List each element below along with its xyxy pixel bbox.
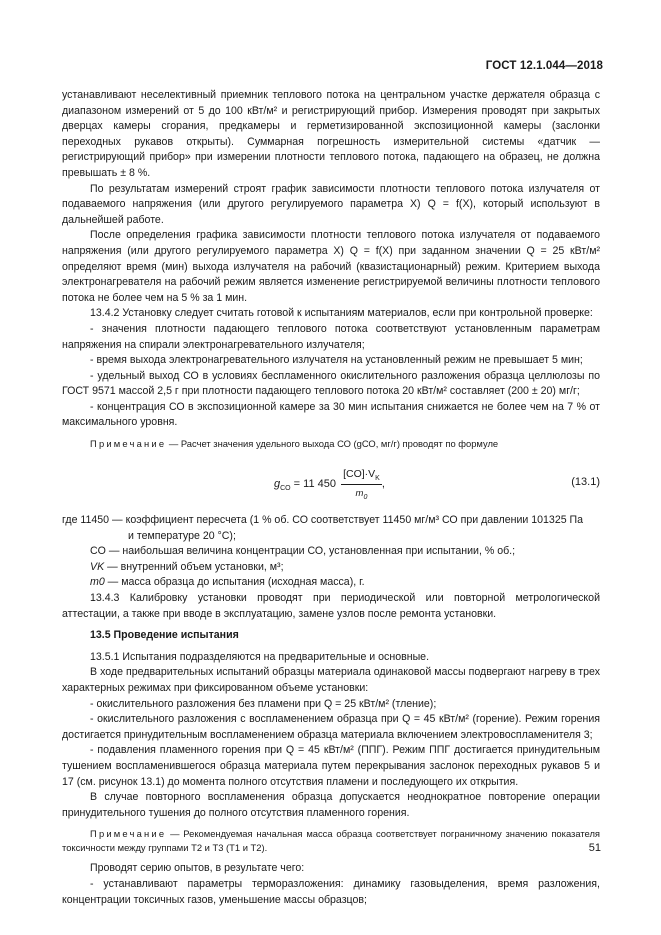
formula-expression: $g_{CO} = 11$ 450 $\frac{[CO]\cdot V_K}{m_0}$ , xyxy=(274,468,385,501)
formula-numerator: $[CO]\cdot V_K$ xyxy=(341,467,382,485)
note xyxy=(62,437,600,451)
note-label: Примечание xyxy=(90,438,167,450)
formula-lhs: g xyxy=(274,478,281,491)
document-header: ГОСТ 12.1.044—2018 xyxy=(485,60,603,72)
formula-lhs-sub: CO xyxy=(280,485,291,493)
legend-item: где 11450 — коэффициент пересчета (1 % об. СО соответствует 11450 мг/м³ СО при давлении 101325 Па xyxy=(62,514,584,527)
section-title: 13.5 Проведение испытания xyxy=(90,629,239,642)
paragraph: В ходе предварительных испытаний образцы материала одинаковой массы подвергают нагреву в трех характерных режимах при фиксированном объеме установки: xyxy=(62,666,600,694)
legend-item-cont: и температуре 20 °С); xyxy=(128,529,236,542)
paragraph: Проводят серию опытов, в результате чего: xyxy=(90,862,305,875)
list-item: - время выхода электронагревательного излучателя на установленный режим не превышает 5 мин; xyxy=(90,354,583,367)
formula-eq: = 11 450 xyxy=(290,478,336,491)
note-label: Примечание xyxy=(90,828,167,840)
formula-legend xyxy=(62,513,600,591)
legend-item: m0 — масса образца до испытания (исходная масса), г. xyxy=(90,576,365,589)
paragraph: После определения графика зависимости плотности теплового потока излучателя от подаваемого напряжения (или другого регулируемого параметра X) Q = f(X) при заданном значении Q = 25 кВт/м² определяют время (мин) выхода излучателя на рабочий (квазистационарный) режим. Критерием выхода электронагревателя на рабочий режим является изменение регистрируемой величины плотности теплового потока не более чем на 5 % за 1 мин. xyxy=(62,229,600,304)
note xyxy=(62,827,600,855)
list-item: - устанавливают параметры терморазложения: динамику газовыделения, время разложения, концентрации токсичных газов, уменьшение массы образцов; xyxy=(62,877,600,906)
formula-denominator: $m_0$ xyxy=(355,487,368,501)
paragraph: По результатам измерений строят график зависимости плотности теплового потока излучателя от подаваемого напряжения (или другого регулируемого параметра X) Q = f(X), который используют в дальнейшей работе. xyxy=(62,182,600,226)
list-item: - значения плотности падающего теплового потока соответствуют установленным параметрам напряжения на спирали электронагревательного излучателя; xyxy=(62,322,600,351)
note-text: — Рекомендуемая начальная масса образца соответствует пограничному значению показателя токсичности между группами Т2 и Т3 (Т1 и Т2). xyxy=(62,828,600,854)
note-text: — Расчет значения удельного выхода СО (gСО, мг/г) проводят по формуле xyxy=(166,438,499,450)
formula-13-1 xyxy=(62,459,600,509)
paragraph: В случае повторного воспламенения образца допускается неоднократное повторение операции принудительного тушения до полного отсутствия пламенного горения. xyxy=(62,791,600,819)
list-item: - окислительного разложения без пламени при Q = 25 кВт/м² (тление); xyxy=(90,697,437,710)
paragraph: 13.4.2 Установку следует считать готовой к испытаниям материалов, если при контрольной проверке: xyxy=(90,307,593,320)
paragraph: устанавливают неселективный приемник теплового потока на центральном участке держателя образца с диапазоном измерений от 5 до 100 кВт/м² и регистрирующий прибор. Измерения проводят при закрытых дверцах камеры сгорания, предкамеры и герметизированной экспозиционной камеры (заслонки переходных рукавов открыты). Суммарная погрешность измерительной системы «датчик — регистрирующий прибор» при измерении плотности теплового потока, падающего на образец, не должна превышать ± 8 %. xyxy=(62,89,600,179)
paragraph: 13.4.3 Калибровку установки проводят при периодической или повторной метрологической аттестации, а также при вводе в эксплуатацию, замене узлов после ремонта установки. xyxy=(62,592,600,620)
legend-item: VK — внутренний объем установки, м³; xyxy=(90,560,284,573)
formula-fraction xyxy=(341,467,382,501)
page-number: 51 xyxy=(588,842,601,854)
list-item: - концентрация СО в экспозиционной камере за 30 мин испытания снижается не более чем на 7 % от максимального уровня. xyxy=(62,400,600,429)
document-body xyxy=(62,88,600,908)
list-item: - подавления пламенного горения при Q = 45 кВт/м² (ППГ). Режим ППГ достигается принудительным тушением воспламенившегося образца материала путем перекрывания заслонок переходных рукавов 5 и 17 (см. рисунок 13.1) до момента полного отсутствия пламени и последующего их открытия. xyxy=(62,744,600,788)
formula-number: (13.1) xyxy=(571,476,600,489)
legend-item: CO — наибольшая величина концентрации СО, установленная при испытании, % об.; xyxy=(90,545,516,558)
paragraph: 13.5.1 Испытания подразделяются на предварительные и основные. xyxy=(90,650,430,663)
list-item: - удельный выход СО в условиях беспламенного окислительного разложения образца целлюлозы по ГОСТ 9571 массой 2,5 г при плотности падающего теплового потока 20 кВт/м² составляет (200 ± 20) мг/г; xyxy=(62,369,600,398)
list-item: - окислительного разложения с воспламенением образца при Q = 45 кВт/м² (горение). Режим горения достигается принудительным воспламенением образца материала включением электровоспламенителя 3; xyxy=(62,713,600,741)
